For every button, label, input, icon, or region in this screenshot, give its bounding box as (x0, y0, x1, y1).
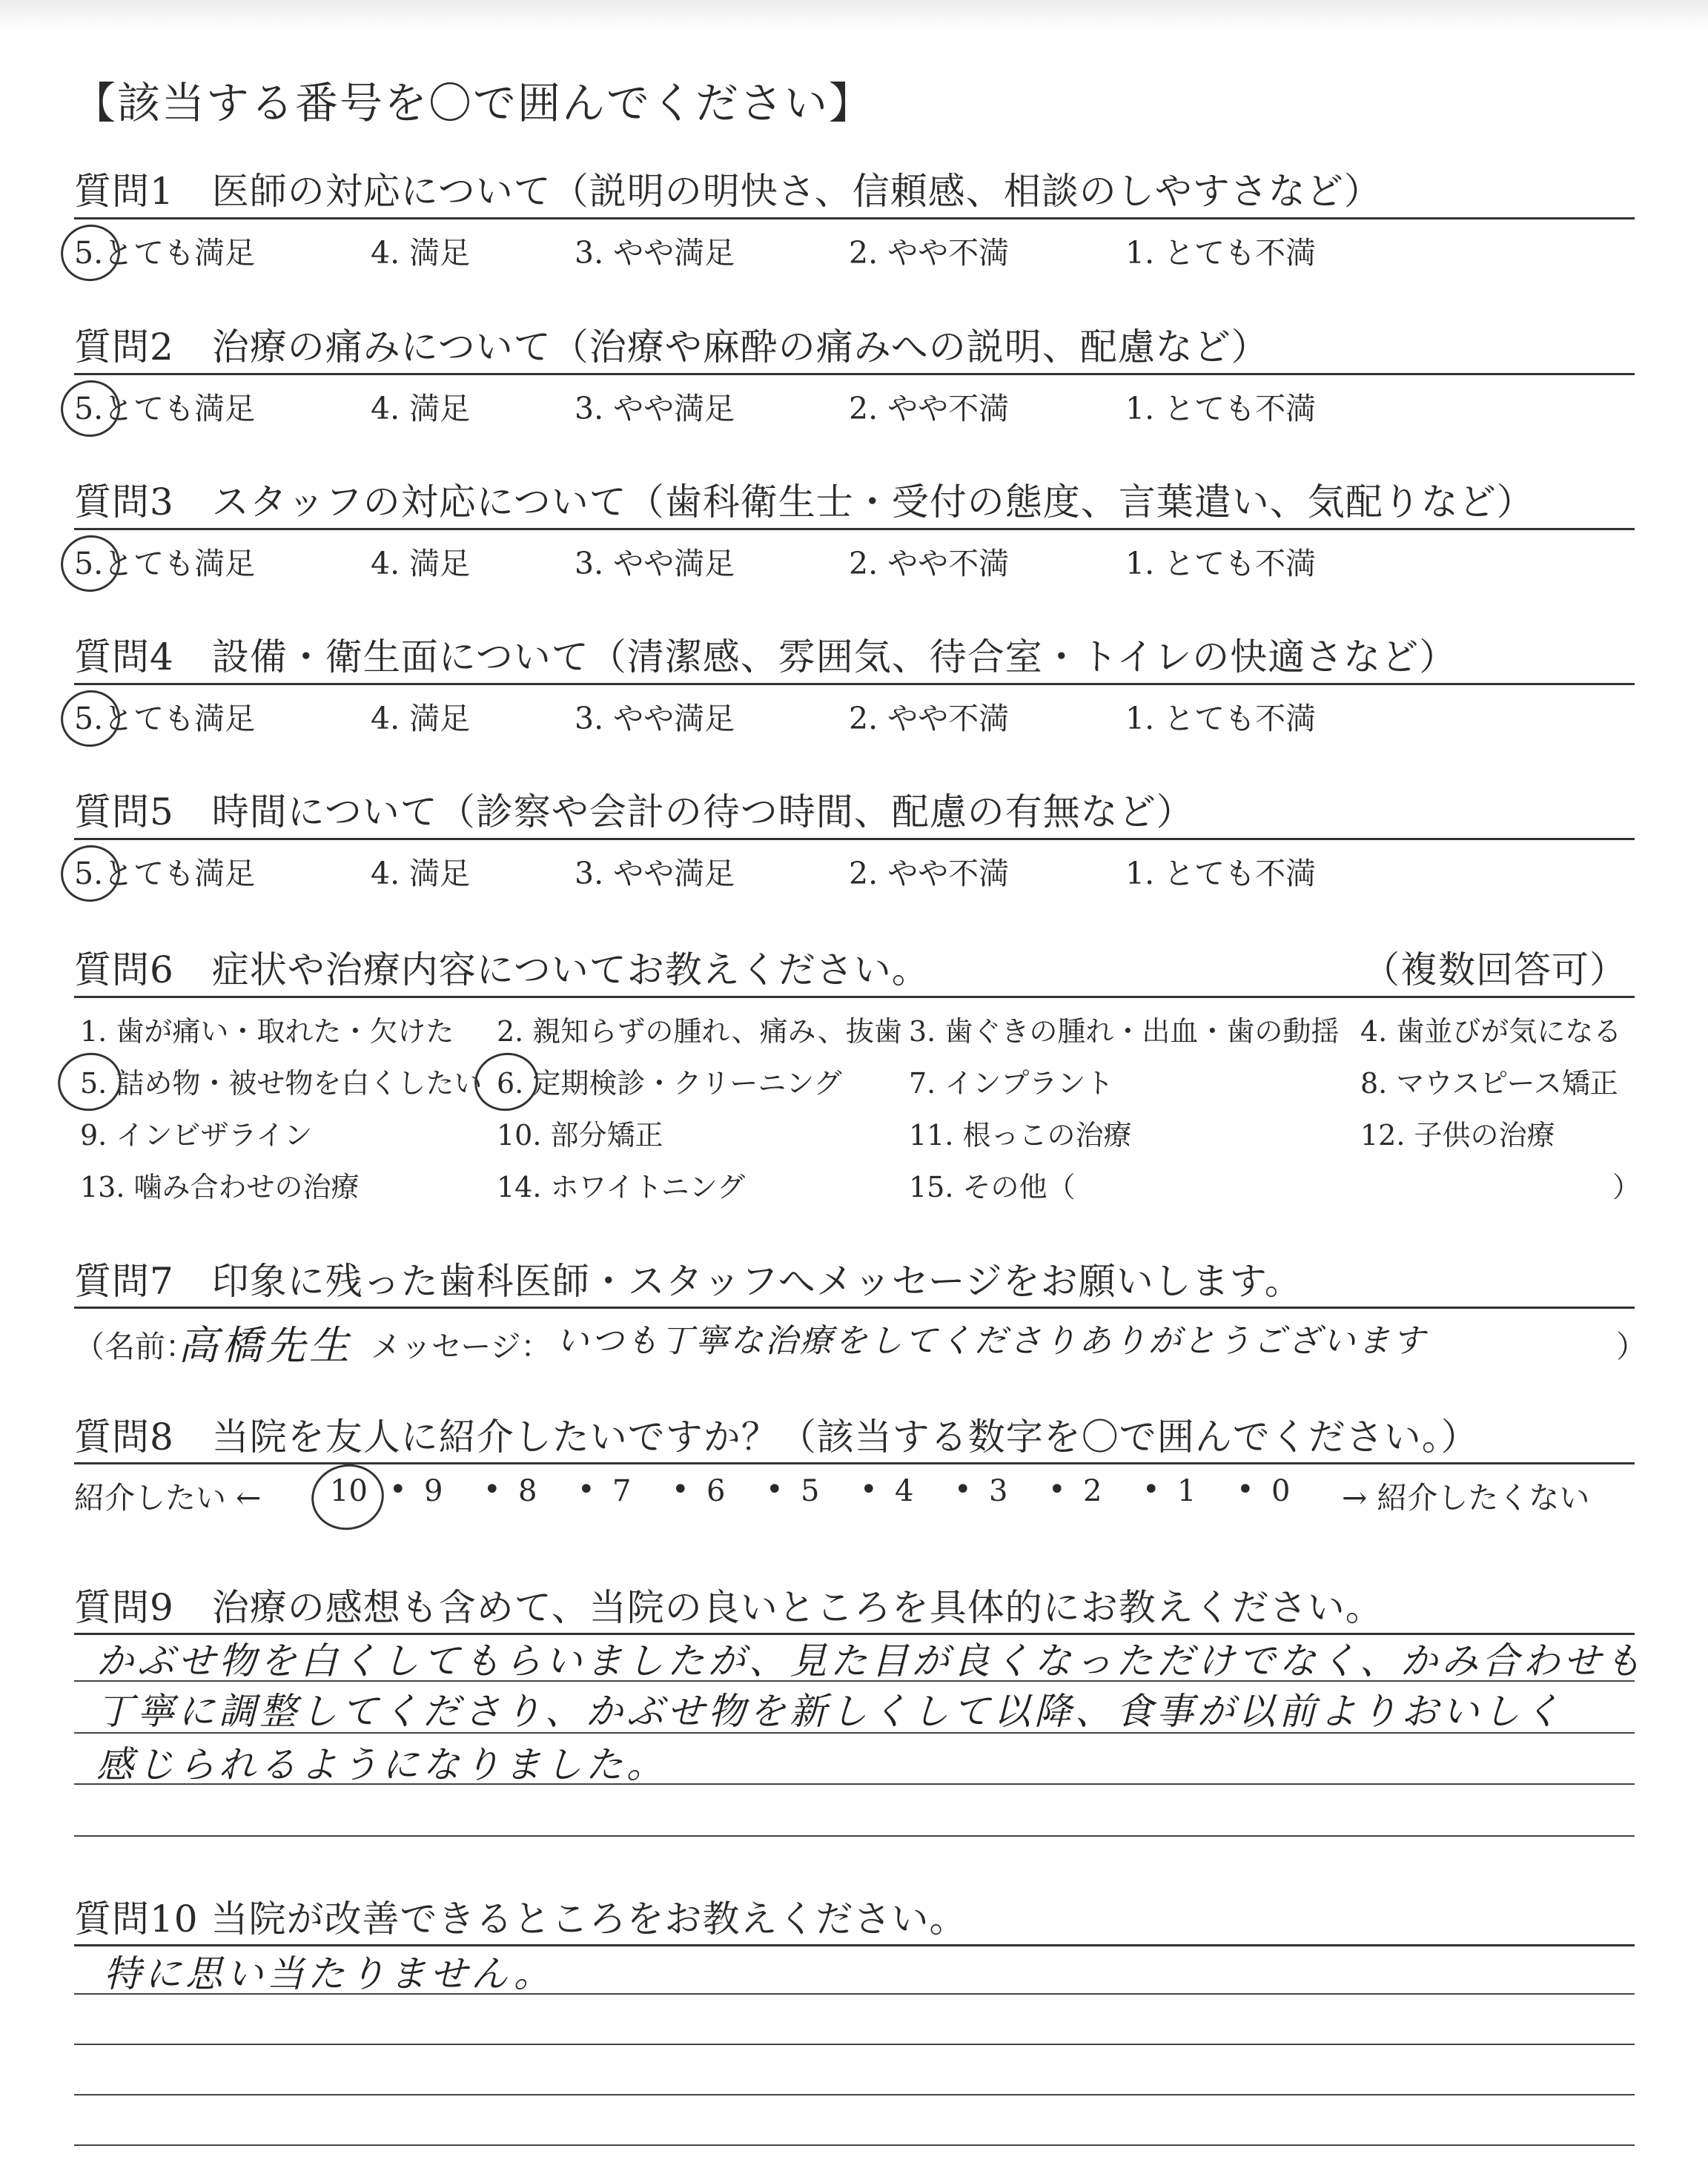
q4-rule (74, 683, 1635, 685)
q9-line (74, 1835, 1635, 1837)
q8-rule (74, 1462, 1635, 1464)
q3-rule (74, 528, 1635, 530)
q8-scale-6[interactable]: 6 (706, 1474, 726, 1508)
q6-title: 質問6 症状や治療内容についてお教えください。 (74, 948, 930, 991)
q8-circle-10 (305, 1458, 390, 1536)
q8-scale-dot: • (389, 1473, 407, 1507)
q10-line (74, 2144, 1635, 2146)
q8-scale-4[interactable]: 4 (895, 1474, 914, 1508)
q6-option-5[interactable]: 5. 詰め物・被せ物を白くしたい (80, 1067, 483, 1100)
q2-rule (74, 373, 1635, 375)
q9-answer-line-1: かぶせ物を白くしてもらいましたが、見た目が良くなっただけでなく、かみ合わせも (96, 1639, 1645, 1682)
q6-rule (74, 996, 1635, 998)
q6-option-11[interactable]: 11. 根っこの治療 (909, 1119, 1132, 1152)
q8-scale-9[interactable]: 9 (424, 1474, 443, 1508)
scan-edge (0, 0, 1708, 30)
q8-scale-7[interactable]: 7 (612, 1474, 632, 1508)
q1-rule (74, 217, 1635, 219)
q1-title: 質問1 医師の対応について（説明の明快さ、信頼感、相談のしやすさなど） (74, 170, 1382, 213)
q6-note: （複数回答可） (1363, 948, 1627, 991)
q8-scale-8[interactable]: 8 (518, 1474, 537, 1508)
q10-line (74, 2044, 1635, 2045)
q7-name-value: 高橋先生 (178, 1322, 353, 1369)
q5-title: 質問5 時間について（診察や会計の待つ時間、配慮の有無など） (74, 790, 1194, 833)
q4-option-3[interactable]: 3. やや満足 (575, 701, 735, 736)
q9-answer-line-2: 丁寧に調整してくださり、かぶせ物を新しくして以降、食事が以前よりおいしく (96, 1690, 1564, 1733)
q8-scale-0[interactable]: 0 (1271, 1474, 1291, 1508)
q6-circle-6 (469, 1047, 543, 1117)
q6-option-12[interactable]: 12. 子供の治療 (1360, 1119, 1555, 1152)
q6-option-3[interactable]: 3. 歯ぐきの腫れ・出血・歯の動揺 (909, 1015, 1340, 1048)
q6-option-9[interactable]: 9. インビザライン (80, 1119, 313, 1152)
q1-option-1[interactable]: 1. とても不満 (1125, 235, 1317, 271)
q8-scale-dot: • (1142, 1473, 1160, 1507)
q8-scale-5[interactable]: 5 (801, 1474, 820, 1508)
q6-option-8[interactable]: 8. マウスピース矯正 (1360, 1067, 1618, 1100)
q8-scale-dot: • (860, 1473, 878, 1507)
q4-option-2[interactable]: 2. やや不満 (849, 701, 1010, 736)
q6-circle-5 (53, 1047, 127, 1117)
q8-title: 質問8 当院を友人に紹介したいですか？（該当する数字を〇で囲んでください。） (74, 1416, 1479, 1459)
page-title: 【該当する番号を〇で囲んでください】 (73, 78, 874, 128)
q3-option-4[interactable]: 4. 満足 (371, 546, 471, 581)
q9-title: 質問9 治療の感想も含めて、当院の良いところを具体的にお教えください。 (74, 1586, 1383, 1629)
q2-option-3[interactable]: 3. やや満足 (575, 391, 735, 426)
q5-option-3[interactable]: 3. やや満足 (575, 856, 735, 891)
q4-option-1[interactable]: 1. とても不満 (1125, 701, 1317, 736)
q7-name-label: （名前： (74, 1329, 196, 1364)
q6-option-close: ） (1612, 1171, 1641, 1203)
q6-option-10[interactable]: 10. 部分矯正 (497, 1119, 663, 1152)
q7-title: 質問7 印象に残った歯科医師・スタッフへメッセージをお願いします。 (74, 1260, 1302, 1303)
q8-scale-dot: • (483, 1473, 501, 1507)
q9-answer-line-3: 感じられるようになりました。 (96, 1743, 667, 1786)
q6-option-15[interactable]: 15. その他（ (909, 1171, 1076, 1203)
q3-option-1[interactable]: 1. とても不満 (1125, 546, 1317, 581)
q8-right-label: → 紹介したくない (1342, 1480, 1590, 1516)
q10-title: 質問10 当院が改善できるところをお教えください。 (74, 1898, 967, 1941)
q2-option-4[interactable]: 4. 満足 (371, 391, 471, 426)
q7-message-label: メッセージ： (371, 1329, 552, 1364)
q6-option-14[interactable]: 14. ホワイトニング (497, 1171, 746, 1203)
q3-option-2[interactable]: 2. やや不満 (849, 546, 1010, 581)
q2-title: 質問2 治療の痛みについて（治療や麻酔の痛みへの説明、配慮など） (74, 326, 1269, 369)
q6-option-7[interactable]: 7. インプラント (909, 1067, 1114, 1100)
q4-option-4[interactable]: 4. 満足 (371, 701, 471, 736)
q7-close: ） (1616, 1329, 1646, 1364)
q1-option-2[interactable]: 2. やや不満 (849, 235, 1010, 271)
q8-scale-2[interactable]: 2 (1083, 1474, 1102, 1508)
q7-message-value: いつも丁寧な治療をしてくださりありがとうございます (556, 1322, 1427, 1360)
q5-option-1[interactable]: 1. とても不満 (1125, 856, 1317, 891)
q6-option-6[interactable]: 6. 定期検診・クリーニング (497, 1067, 842, 1100)
q1-option-5[interactable]: 5.とても満足 (74, 235, 256, 271)
q5-rule (74, 838, 1635, 840)
q8-scale-dot: • (954, 1473, 972, 1507)
q8-scale-1[interactable]: 1 (1177, 1474, 1196, 1508)
q4-title: 質問4 設備・衛生面について（清潔感、雰囲気、待合室・トイレの快適さなど） (74, 635, 1457, 678)
q6-option-1[interactable]: 1. 歯が痛い・取れた・欠けた (80, 1015, 454, 1048)
q8-scale-dot: • (1048, 1473, 1066, 1507)
q3-option-5[interactable]: 5.とても満足 (74, 546, 256, 581)
q2-option-2[interactable]: 2. やや不満 (849, 391, 1010, 426)
q8-left-label: 紹介したい ← (74, 1480, 262, 1516)
q3-option-3[interactable]: 3. やや満足 (575, 546, 735, 581)
q3-title: 質問3 スタッフの対応について（歯科衛生士・受付の態度、言葉遣い、気配りなど） (74, 480, 1535, 524)
q2-option-1[interactable]: 1. とても不満 (1125, 391, 1317, 426)
q6-option-2[interactable]: 2. 親知らずの腫れ、痛み、抜歯 (497, 1015, 902, 1048)
q8-scale-10[interactable]: 10 (330, 1474, 368, 1508)
q10-line (74, 2094, 1635, 2095)
q8-scale-dot: • (672, 1473, 689, 1507)
q6-option-4[interactable]: 4. 歯並びが気になる (1360, 1015, 1622, 1048)
q8-scale-dot: • (766, 1473, 784, 1507)
q10-answer-line-1: 特に思い当たりません。 (104, 1952, 555, 1995)
q5-option-4[interactable]: 4. 満足 (371, 856, 471, 891)
q5-option-5[interactable]: 5.とても満足 (74, 856, 256, 891)
q1-option-4[interactable]: 4. 満足 (371, 235, 471, 271)
q8-scale-dot: • (1237, 1473, 1254, 1507)
q4-option-5[interactable]: 5.とても満足 (74, 701, 256, 736)
q8-scale-3[interactable]: 3 (989, 1474, 1008, 1508)
q1-option-3[interactable]: 3. やや満足 (575, 235, 735, 271)
q5-option-2[interactable]: 2. やや不満 (849, 856, 1010, 891)
q8-scale-dot: • (577, 1473, 595, 1507)
q2-option-5[interactable]: 5.とても満足 (74, 391, 256, 426)
q6-option-13[interactable]: 13. 噛み合わせの治療 (80, 1171, 360, 1203)
q7-rule (74, 1307, 1635, 1309)
